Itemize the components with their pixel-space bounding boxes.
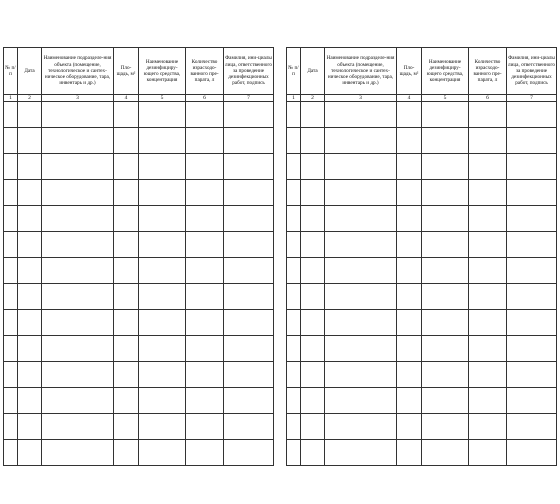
- table-row: [4, 362, 274, 388]
- table-cell: [224, 180, 274, 206]
- table-cell: [325, 388, 397, 414]
- table-cell: [139, 102, 186, 128]
- table-cell: [42, 336, 114, 362]
- table-cell: [301, 232, 325, 258]
- table-cell: [18, 284, 42, 310]
- table-cell: [186, 388, 224, 414]
- table-cell: [18, 180, 42, 206]
- table-cell: [507, 128, 557, 154]
- table-cell: [301, 154, 325, 180]
- table-row: [4, 102, 274, 128]
- table-cell: [114, 336, 139, 362]
- table-row: [287, 310, 557, 336]
- table-cell: [301, 440, 325, 466]
- table-cell: [42, 206, 114, 232]
- table-cell: [42, 232, 114, 258]
- column-header-disinfectant: Наименование дезинфициру-ющего средства, концентрация: [422, 48, 469, 95]
- table-cell: [325, 180, 397, 206]
- table-cell: [325, 336, 397, 362]
- table-cell: [469, 206, 507, 232]
- table-cell: [325, 102, 397, 128]
- table-cell: [4, 102, 18, 128]
- table-cell: [469, 440, 507, 466]
- table-cell: [469, 310, 507, 336]
- table-cell: [224, 154, 274, 180]
- table-cell: [422, 154, 469, 180]
- table-cell: [139, 440, 186, 466]
- table-cell: [301, 284, 325, 310]
- table-cell: [224, 284, 274, 310]
- table-cell: [4, 258, 18, 284]
- header-row: [4, 48, 274, 95]
- table-cell: [186, 336, 224, 362]
- table-cell: [224, 206, 274, 232]
- table-cell: [139, 206, 186, 232]
- table-cell: [287, 258, 301, 284]
- column-header-date: Дата: [18, 48, 42, 95]
- column-header-responsible: Фамилия, ини-циалы лица, ответственного за проведение дезинфекционных работ, подпись: [224, 48, 274, 95]
- table-cell: [301, 336, 325, 362]
- table-cell: [18, 206, 42, 232]
- table-row: [4, 336, 274, 362]
- table-cell: [287, 362, 301, 388]
- column-header-disinfectant: Наименование дезинфициру-ющего средства, концентрация: [139, 48, 186, 95]
- table-cell: [186, 102, 224, 128]
- table-cell: [287, 180, 301, 206]
- table-cell: [114, 102, 139, 128]
- table-cell: [186, 362, 224, 388]
- table-row: [287, 284, 557, 310]
- table-cell: [397, 180, 422, 206]
- column-header-area: Пло-щадь, м²: [397, 48, 422, 95]
- table-row: [287, 440, 557, 466]
- column-number: 7: [224, 95, 274, 102]
- column-number: 6: [469, 95, 507, 102]
- table-cell: [507, 180, 557, 206]
- table-cell: [4, 154, 18, 180]
- table-cell: [224, 336, 274, 362]
- table-row: [287, 388, 557, 414]
- disinfection-log-table: [286, 47, 557, 466]
- table-cell: [224, 258, 274, 284]
- table-cell: [42, 310, 114, 336]
- table-cell: [325, 414, 397, 440]
- table-cell: [114, 362, 139, 388]
- table-cell: [507, 232, 557, 258]
- table-cell: [422, 206, 469, 232]
- blank-rows: [4, 102, 274, 466]
- table-row: [4, 154, 274, 180]
- table-cell: [42, 154, 114, 180]
- table-cell: [397, 336, 422, 362]
- table-cell: [4, 336, 18, 362]
- table-cell: [287, 440, 301, 466]
- table-cell: [139, 362, 186, 388]
- table-cell: [18, 102, 42, 128]
- table-cell: [18, 258, 42, 284]
- journal-page-right: [286, 47, 556, 453]
- table-cell: [18, 440, 42, 466]
- table-cell: [325, 206, 397, 232]
- table-cell: [287, 154, 301, 180]
- table-cell: [4, 206, 18, 232]
- journal-page-left: [3, 47, 273, 453]
- table-cell: [139, 310, 186, 336]
- table-cell: [186, 128, 224, 154]
- column-number: 3: [325, 95, 397, 102]
- column-header-date: Дата: [301, 48, 325, 95]
- table-cell: [397, 310, 422, 336]
- table-cell: [186, 440, 224, 466]
- column-header-quantity: Количество израсходо-ванного пре-парата, л: [469, 48, 507, 95]
- table-cell: [186, 154, 224, 180]
- table-cell: [469, 414, 507, 440]
- column-number: 7: [507, 95, 557, 102]
- column-header-responsible: Фамилия, ини-циалы лица, ответственного за проведение дезинфекционных работ, подпись: [507, 48, 557, 95]
- table-cell: [422, 336, 469, 362]
- column-number: 2: [18, 95, 42, 102]
- table-cell: [469, 388, 507, 414]
- table-cell: [507, 206, 557, 232]
- column-number: 4: [397, 95, 422, 102]
- table-cell: [287, 336, 301, 362]
- table-cell: [18, 414, 42, 440]
- table-cell: [4, 232, 18, 258]
- table-cell: [469, 284, 507, 310]
- table-cell: [186, 284, 224, 310]
- table-cell: [397, 102, 422, 128]
- column-number-row: [287, 95, 557, 102]
- table-cell: [397, 414, 422, 440]
- column-number: 2: [301, 95, 325, 102]
- table-cell: [422, 310, 469, 336]
- table-cell: [4, 414, 18, 440]
- table-cell: [4, 310, 18, 336]
- table-cell: [287, 128, 301, 154]
- table-row: [287, 232, 557, 258]
- table-cell: [301, 102, 325, 128]
- table-cell: [301, 258, 325, 284]
- table-cell: [114, 440, 139, 466]
- table-cell: [224, 414, 274, 440]
- column-number: 6: [186, 95, 224, 102]
- table-cell: [186, 310, 224, 336]
- table-cell: [422, 362, 469, 388]
- table-row: [4, 128, 274, 154]
- table-row: [4, 414, 274, 440]
- table-cell: [469, 154, 507, 180]
- column-header-object: Наименование подразделе-ния объекта (помещение, технологическое и сантех-ническое оборудование, тара, инвентарь и др.): [42, 48, 114, 95]
- table-cell: [18, 232, 42, 258]
- table-cell: [301, 362, 325, 388]
- table-cell: [139, 154, 186, 180]
- table-cell: [397, 388, 422, 414]
- table-cell: [301, 388, 325, 414]
- blank-rows: [287, 102, 557, 466]
- column-header-number: № п/п: [287, 48, 301, 95]
- table-cell: [224, 388, 274, 414]
- table-cell: [287, 388, 301, 414]
- table-cell: [186, 258, 224, 284]
- table-cell: [224, 310, 274, 336]
- table-cell: [114, 180, 139, 206]
- column-header-quantity: Количество израсходо-ванного пре-парата, л: [186, 48, 224, 95]
- table-cell: [42, 102, 114, 128]
- table-cell: [139, 258, 186, 284]
- table-cell: [507, 154, 557, 180]
- table-cell: [422, 128, 469, 154]
- table-cell: [325, 362, 397, 388]
- table-cell: [507, 388, 557, 414]
- table-cell: [397, 362, 422, 388]
- table-cell: [469, 128, 507, 154]
- table-cell: [42, 414, 114, 440]
- table-cell: [422, 414, 469, 440]
- table-cell: [42, 258, 114, 284]
- table-cell: [422, 180, 469, 206]
- column-number: 3: [42, 95, 114, 102]
- column-number: 1: [287, 95, 301, 102]
- table-row: [287, 128, 557, 154]
- table-cell: [114, 154, 139, 180]
- table-cell: [397, 206, 422, 232]
- table-row: [4, 310, 274, 336]
- table-row: [4, 284, 274, 310]
- table-cell: [301, 128, 325, 154]
- table-cell: [469, 102, 507, 128]
- table-cell: [325, 310, 397, 336]
- table-cell: [42, 180, 114, 206]
- table-cell: [139, 128, 186, 154]
- column-number: 4: [114, 95, 139, 102]
- column-number-row: [4, 95, 274, 102]
- table-cell: [186, 180, 224, 206]
- table-cell: [42, 388, 114, 414]
- table-row: [4, 206, 274, 232]
- table-cell: [325, 154, 397, 180]
- table-row: [4, 180, 274, 206]
- column-number: 1: [4, 95, 18, 102]
- table-cell: [287, 284, 301, 310]
- table-row: [4, 440, 274, 466]
- table-cell: [507, 362, 557, 388]
- table-cell: [301, 206, 325, 232]
- table-cell: [397, 440, 422, 466]
- table-row: [287, 154, 557, 180]
- table-cell: [42, 128, 114, 154]
- table-cell: [422, 102, 469, 128]
- table-cell: [507, 414, 557, 440]
- table-cell: [4, 440, 18, 466]
- table-cell: [18, 336, 42, 362]
- table-cell: [507, 336, 557, 362]
- table-cell: [18, 154, 42, 180]
- table-cell: [139, 284, 186, 310]
- table-cell: [397, 154, 422, 180]
- column-number: 5: [422, 95, 469, 102]
- table-cell: [325, 128, 397, 154]
- table-cell: [287, 102, 301, 128]
- table-cell: [422, 440, 469, 466]
- table-row: [4, 232, 274, 258]
- table-cell: [114, 258, 139, 284]
- table-cell: [422, 258, 469, 284]
- table-cell: [224, 232, 274, 258]
- table-cell: [287, 232, 301, 258]
- table-cell: [139, 180, 186, 206]
- table-cell: [139, 414, 186, 440]
- table-cell: [186, 206, 224, 232]
- table-cell: [224, 440, 274, 466]
- table-row: [287, 102, 557, 128]
- table-cell: [507, 310, 557, 336]
- table-cell: [4, 362, 18, 388]
- table-cell: [397, 258, 422, 284]
- table-cell: [42, 284, 114, 310]
- header-row: [287, 48, 557, 95]
- column-header-object: Наименование подразделе-ния объекта (помещение, технологическое и сантех-ническое оборудование, тара, инвентарь и др.): [325, 48, 397, 95]
- table-cell: [186, 232, 224, 258]
- table-cell: [42, 440, 114, 466]
- table-cell: [114, 284, 139, 310]
- table-cell: [469, 362, 507, 388]
- table-row: [287, 206, 557, 232]
- table-cell: [469, 232, 507, 258]
- table-cell: [397, 128, 422, 154]
- table-cell: [397, 284, 422, 310]
- table-cell: [469, 180, 507, 206]
- table-cell: [507, 440, 557, 466]
- table-row: [287, 258, 557, 284]
- table-cell: [325, 284, 397, 310]
- table-cell: [422, 232, 469, 258]
- table-cell: [4, 180, 18, 206]
- column-header-number: № п/п: [4, 48, 18, 95]
- table-cell: [301, 414, 325, 440]
- table-cell: [4, 388, 18, 414]
- table-row: [287, 362, 557, 388]
- table-cell: [139, 232, 186, 258]
- table-cell: [18, 362, 42, 388]
- table-cell: [42, 362, 114, 388]
- column-number: 5: [139, 95, 186, 102]
- table-cell: [287, 310, 301, 336]
- table-cell: [224, 128, 274, 154]
- disinfection-log-table: [3, 47, 274, 466]
- table-cell: [397, 232, 422, 258]
- table-cell: [114, 128, 139, 154]
- table-cell: [114, 232, 139, 258]
- table-cell: [114, 206, 139, 232]
- table-cell: [114, 310, 139, 336]
- table-cell: [301, 310, 325, 336]
- table-cell: [422, 388, 469, 414]
- table-row: [287, 180, 557, 206]
- column-header-area: Пло-щадь, м²: [114, 48, 139, 95]
- table-cell: [139, 336, 186, 362]
- table-cell: [186, 414, 224, 440]
- table-row: [287, 336, 557, 362]
- table-row: [4, 388, 274, 414]
- table-cell: [422, 284, 469, 310]
- table-cell: [18, 128, 42, 154]
- table-cell: [507, 258, 557, 284]
- table-cell: [301, 180, 325, 206]
- table-cell: [507, 284, 557, 310]
- table-cell: [114, 388, 139, 414]
- table-cell: [4, 284, 18, 310]
- table-cell: [287, 414, 301, 440]
- table-cell: [4, 128, 18, 154]
- table-cell: [224, 362, 274, 388]
- table-cell: [287, 206, 301, 232]
- table-cell: [18, 388, 42, 414]
- table-cell: [224, 102, 274, 128]
- table-cell: [325, 258, 397, 284]
- table-cell: [469, 336, 507, 362]
- table-cell: [507, 102, 557, 128]
- table-row: [4, 258, 274, 284]
- table-row: [287, 414, 557, 440]
- table-cell: [114, 414, 139, 440]
- table-cell: [325, 232, 397, 258]
- table-cell: [139, 388, 186, 414]
- table-cell: [325, 440, 397, 466]
- table-cell: [469, 258, 507, 284]
- table-cell: [18, 310, 42, 336]
